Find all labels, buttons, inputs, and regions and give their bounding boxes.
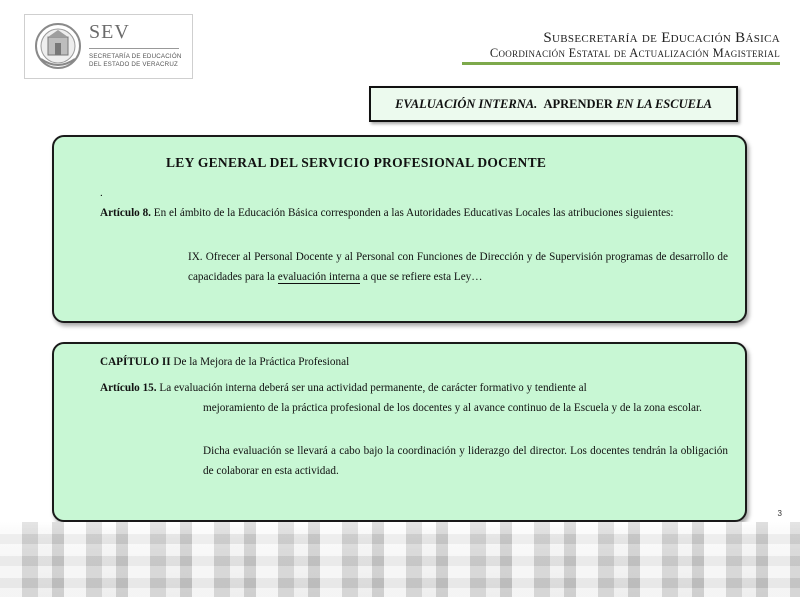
fraction-ix-text-post: a que se refiere esta Ley… <box>362 271 483 283</box>
article-15-first-line <box>100 378 728 398</box>
fraction-ix-paragraph <box>188 247 728 287</box>
article-8-label: Artículo 8. <box>100 207 151 219</box>
header-subsecretaria: Subsecretaría de Educación Básica <box>543 30 780 46</box>
chapter-label: CAPÍTULO II <box>100 356 171 368</box>
chapter-card <box>52 342 747 522</box>
footer-pattern <box>0 522 800 597</box>
article-8-paragraph <box>100 203 728 223</box>
chapter-heading <box>100 352 728 372</box>
law-title: LEY GENERAL DEL SERVICIO PROFESIONAL DOCENTE <box>166 155 547 170</box>
article-15-text-first: La evaluación interna deberá ser una actividad permanente, de carácter formativo y tendiente al <box>159 382 587 394</box>
chapter-text: De la Mejora de la Práctica Profesional <box>173 356 350 368</box>
logo-divider <box>89 48 179 49</box>
logo-subtitle-2: DEL ESTADO DE VERACRUZ <box>89 61 178 68</box>
header-coordinacion: Coordinación Estatal de Actualización Magisterial <box>489 46 780 60</box>
logo-text: SEV <box>89 21 130 43</box>
veracruz-seal-icon <box>33 21 83 71</box>
topic-banner <box>369 86 738 122</box>
article-15-second-paragraph: Dicha evaluación se llevará a cabo bajo la coordinación y liderazgo del director. Los docentes tendrán la obligación de colaborar en esta actividad. <box>203 445 728 477</box>
banner-part-1: EVALUACIÓN INTERNA. <box>395 96 538 111</box>
article-15-continuation: mejoramiento de la práctica profesional de los docentes y al avance continuo de la Escuela y de la zona escolar. <box>203 402 702 414</box>
banner-part-3: EN LA ESCUELA <box>616 96 712 111</box>
article-8-text: En el ámbito de la Educación Básica corresponden a las Autoridades Educativas Locales las atribuciones siguientes: <box>153 207 674 219</box>
law-card <box>52 135 747 323</box>
evaluacion-interna-term: evaluación interna <box>277 271 361 283</box>
banner-part-2: APRENDER <box>543 96 613 111</box>
stray-dot: . <box>100 187 103 199</box>
fraction-ix-text-pre: IX. Ofrecer al Personal Docente y al Personal con Funciones de Dirección y de Supervisión programas de desarrollo de capacidades para la <box>188 251 728 283</box>
page-number: 3 <box>777 509 782 518</box>
sev-logo <box>24 14 193 79</box>
header-accent-bar <box>462 62 780 65</box>
article-15-label: Artículo 15. <box>100 382 157 394</box>
logo-subtitle-1: SECRETARÍA DE EDUCACIÓN <box>89 53 182 60</box>
